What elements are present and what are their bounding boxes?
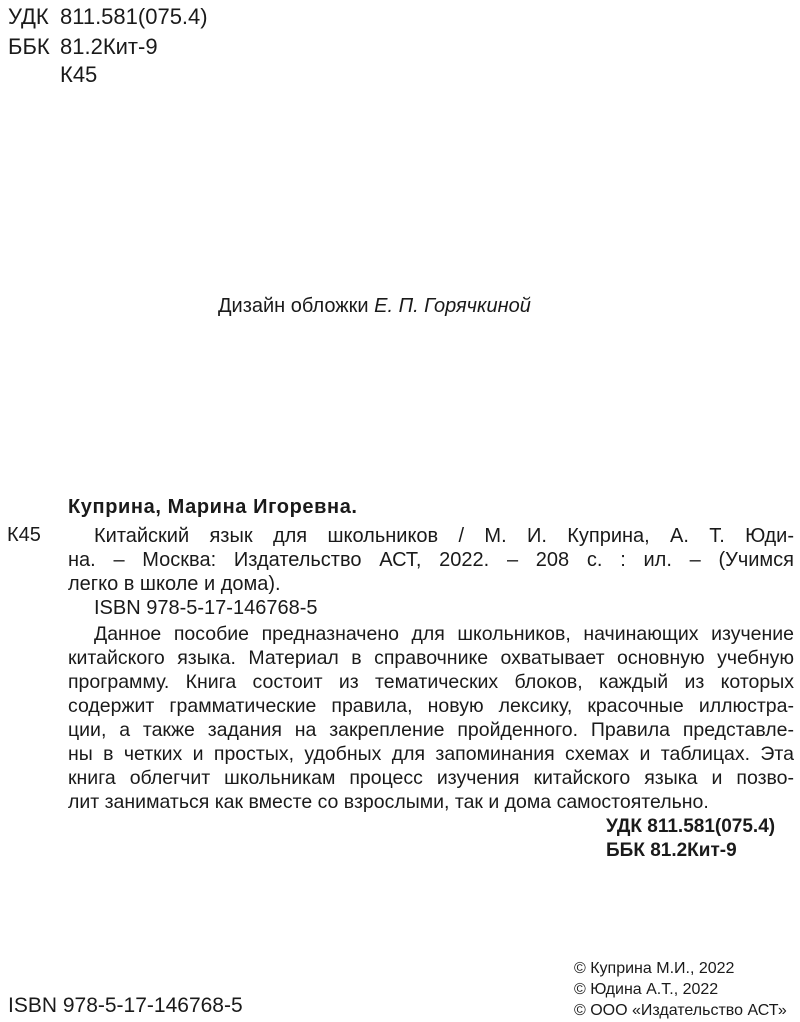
- author-heading: Куприна, Марина Игоревна.: [68, 496, 358, 518]
- udk-bold: УДК 811.581(075.4): [606, 816, 776, 837]
- udk-line: [8, 4, 208, 30]
- record-isbn: ISBN 978-5-17-146768-5: [94, 597, 318, 619]
- abstract-line-3: программу. Книга состоит из тематических блоков, каждый из которых: [68, 671, 794, 693]
- cover-design-label: Дизайн обложки: [218, 295, 369, 317]
- udk-label: УДК: [8, 4, 49, 29]
- copyright-3: © ООО «Издательство АСТ»: [574, 1002, 787, 1019]
- abstract-line-1: Данное пособие предназначено для школьников, начинающих изучение: [94, 623, 794, 645]
- bbk-label: ББК: [8, 34, 50, 59]
- description-line-1: Китайский язык для школьников / М. И. Куприна, А. Т. Юди-: [94, 525, 794, 547]
- abstract-line-2: китайского языка. Материал в справочнике охватывает основную учебную: [68, 647, 794, 669]
- copyright-1: © Куприна М.И., 2022: [574, 960, 735, 977]
- cover-design-credit: [218, 294, 531, 318]
- abstract-line-4: содержит грамматические правила, новую лексику, красочные иллюстра-: [68, 695, 794, 717]
- abstract-line-6: ны в четких и простых, удобных для запоминания схемах и таблицах. Эта: [68, 743, 794, 765]
- abstract-line-7: книга облегчит школьникам процесс изучения китайского языка и позво-: [68, 767, 794, 789]
- udk-value: 811.581(075.4): [60, 4, 208, 29]
- footer-isbn: ISBN 978-5-17-146768-5: [8, 994, 243, 1017]
- record-author-mark: К45: [7, 524, 41, 546]
- description-line-2: на. – Москва: Издательство АСТ, 2022. – 208 с. : ил. – (Учимся: [68, 549, 794, 571]
- abstract-line-8: лит заниматься как вместе со взрослыми, так и дома самостоятельно.: [68, 791, 709, 813]
- bbk-line: [8, 34, 158, 60]
- cover-designer-name: Е. П. Горячкиной: [374, 295, 531, 317]
- bbk-value: 81.2Кит-9: [60, 34, 158, 59]
- description-line-3: легко в школе и дома).: [68, 573, 281, 595]
- bbk-bold: ББК 81.2Кит-9: [606, 840, 737, 861]
- author-mark-top: К45: [60, 62, 98, 87]
- abstract-line-5: ции, а также задания на закрепление пройденного. Правила представле-: [68, 719, 794, 741]
- copyright-2: © Юдина А.Т., 2022: [574, 981, 719, 998]
